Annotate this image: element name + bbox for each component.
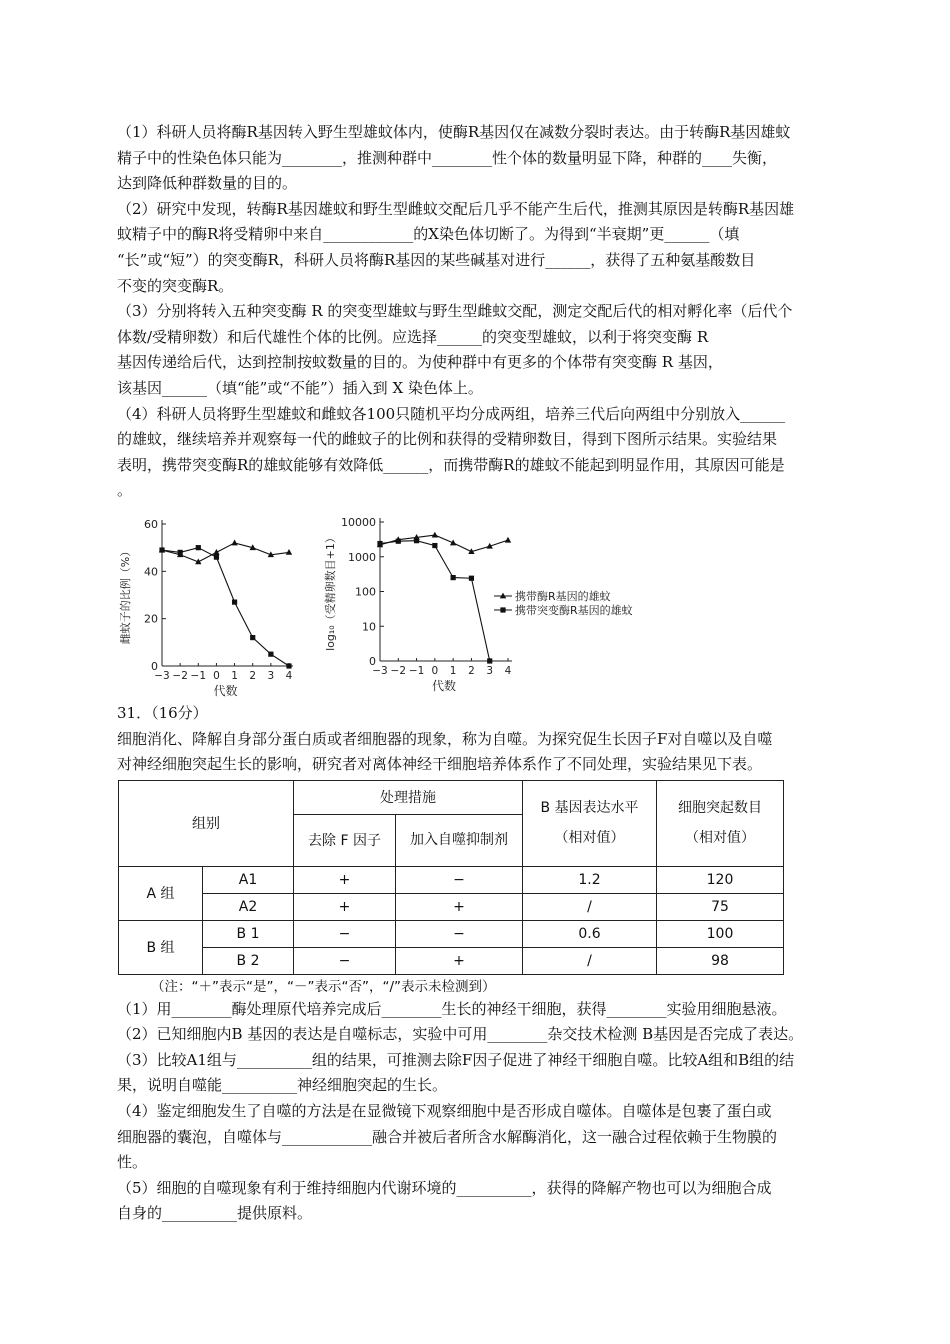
cell-neurite: 100 xyxy=(657,920,784,947)
female-ratio-chart xyxy=(117,512,317,697)
x-tick-label: −2 xyxy=(390,664,407,677)
q31-question-3 xyxy=(117,1048,847,1099)
x-tick-label: 1 xyxy=(231,669,238,682)
x-axis-label: 代数 xyxy=(431,678,457,693)
text-line: “长”或“短”）的突变酶R，科研人员将酶R基因的某些碱基对进行______，获得了五种氨基酸数目 xyxy=(117,250,756,269)
text-line: （1）科研人员将酶R基因转入野生型雄蚊体内，使酶R基因仅在减数分裂时表达。由于转酶R基因雄蚊 xyxy=(117,123,791,141)
text-line: （1）用________酶处理原代培养完成后________生长的神经干细胞，获得________实验用细胞悬液。 xyxy=(117,999,787,1018)
x-tick-label: 3 xyxy=(267,669,275,682)
text-line: （2）研究中发现，转酶R基因雄蚊和野生型雌蚊交配后几乎不能产生后代，推测其原因是转酶R基因雄 xyxy=(117,199,795,218)
cell-remove-f: + xyxy=(294,893,396,920)
cell-b-gene: / xyxy=(523,893,657,920)
square-marker xyxy=(487,658,492,663)
square-marker xyxy=(396,539,401,544)
text-line: （2）已知细胞内B 基因的表达是自噬标志，实验中可用________杂交技术检测 B基因是否完成了表达。 xyxy=(117,1025,804,1044)
cell-inhibitor: + xyxy=(396,947,523,974)
text-line: 基因传递给后代，达到控制按蚊数量的目的。为使种群中有更多的个体带有突变酶 R 基因， xyxy=(117,353,723,372)
q31-question-4 xyxy=(117,1099,847,1176)
x-tick-label: 1 xyxy=(449,664,457,677)
text-line: （4）鉴定细胞发生了自噬的方法是在显微镜下观察细胞中是否形成自噬体。自噬体是包裹了蛋白或 xyxy=(117,1102,772,1121)
q30-part2 xyxy=(117,197,847,299)
b-gene-header-line1: B 基因表达水平 xyxy=(540,800,639,817)
fertilized-eggs-chart xyxy=(322,512,882,697)
text-line: 的雄蚊，继续培养并观察每一代的雌蚊子的比例和获得的受精卵数目，得到下图所示结果。实验结果 xyxy=(117,430,778,449)
square-marker xyxy=(250,635,255,640)
x-tick-label: 0 xyxy=(431,664,439,677)
triangle-marker xyxy=(213,549,219,555)
legend-label: 携带突变酶R基因的雄蚊 xyxy=(515,603,633,617)
group-label: B 组 xyxy=(119,920,203,974)
q31-question-5 xyxy=(117,1176,847,1227)
cell-b-gene: 0.6 xyxy=(523,920,657,947)
x-axis-label: 代数 xyxy=(213,683,238,697)
text-line: 自身的__________提供原料。 xyxy=(117,1204,313,1223)
text-line: 不变的突变酶R。 xyxy=(117,276,234,295)
inhibitor-header: 加入自噬抑制剂 xyxy=(396,814,523,866)
x-tick-label: 3 xyxy=(486,664,494,677)
q31-heading xyxy=(117,701,847,727)
text-line: 性。 xyxy=(117,1153,148,1172)
neurite-header xyxy=(657,780,784,866)
square-marker xyxy=(414,538,419,543)
square-marker xyxy=(196,545,201,550)
b-gene-header xyxy=(523,780,657,866)
y-axis-label: log₁₀（受精卵数目+1） xyxy=(324,532,337,651)
row-id: B 1 xyxy=(203,920,294,947)
y-tick-label: 40 xyxy=(144,565,158,579)
square-marker xyxy=(214,554,219,559)
text-line: 对神经细胞突起生长的影响，研究者对离体神经干细胞培养体系作了不同处理，实验结果见下表。 xyxy=(117,755,763,774)
square-marker xyxy=(286,663,291,668)
text-line: 该基因______（填“能”或“不能”）插入到 X 染色体上。 xyxy=(117,378,483,397)
text-line: （4）科研人员将野生型雄蚊和雌蚊各100只随机平均分成两组，培养三代后向两组中分别放入______ xyxy=(117,404,786,423)
row-id: A1 xyxy=(203,866,294,893)
y-tick-label: 0 xyxy=(151,659,158,673)
cell-neurite: 120 xyxy=(657,866,784,893)
row-id: A2 xyxy=(203,893,294,920)
text-line: 果，说明自噬能__________神经细胞突起的生长。 xyxy=(117,1076,448,1095)
cell-inhibitor: + xyxy=(396,893,523,920)
cell-inhibitor: − xyxy=(396,866,523,893)
text-line: 体数/受精卵数）和后代雄性个体的比例。应选择______的突变型雄蚊，以利于将突变酶 R xyxy=(117,327,709,346)
y-tick-label: 1000 xyxy=(348,550,376,564)
table-note: （注：“＋”表示“是”，“－”表示“否”，“/”表示未检测到） xyxy=(151,978,496,995)
x-tick-label: 2 xyxy=(249,669,257,682)
x-tick-label: 4 xyxy=(285,669,293,682)
group-label: A 组 xyxy=(119,866,203,920)
square-marker xyxy=(377,541,382,546)
text-line: 表明，携带突变酶R的雄蚊能够有效降低______，而携带酶R的雄蚊不能起到明显作用，其原因可能是 xyxy=(117,455,785,474)
triangle-marker xyxy=(286,549,292,555)
results-table xyxy=(118,780,784,975)
y-axis-label: 雌蚊子的比例（%） xyxy=(119,545,132,645)
series-line xyxy=(380,541,490,661)
group-header: 组别 xyxy=(119,780,294,866)
triangle-marker xyxy=(432,532,438,538)
cell-b-gene: / xyxy=(523,947,657,974)
x-tick-label: −3 xyxy=(154,669,170,682)
question-number: 31．（16分） xyxy=(117,703,208,722)
cell-remove-f: + xyxy=(294,866,396,893)
x-tick-label: 0 xyxy=(213,669,220,682)
treatment-header: 处理措施 xyxy=(294,780,523,814)
text-line: 细胞消化、降解自身部分蛋白质或者细胞器的现象，称为自噬。为探究促生长因子F对自噬以及自噬 xyxy=(117,729,773,748)
triangle-marker xyxy=(231,539,237,545)
neurite-header-line2: （相对值） xyxy=(685,830,755,847)
text-line: （5）细胞的自噬现象有利于维持细胞内代谢环境的__________，获得的降解产物也可以为细胞合成 xyxy=(117,1178,772,1197)
cell-remove-f: − xyxy=(294,920,396,947)
y-tick-label: 100 xyxy=(355,585,376,599)
cell-remove-f: − xyxy=(294,947,396,974)
x-tick-label: −2 xyxy=(172,669,188,682)
square-marker xyxy=(432,543,437,548)
q31-question-1 xyxy=(117,997,847,1023)
x-tick-label: −1 xyxy=(408,664,425,677)
y-tick-label: 20 xyxy=(144,612,158,626)
x-tick-label: 2 xyxy=(468,664,475,677)
remove-f-header: 去除 F 因子 xyxy=(294,814,396,866)
y-tick-label: 0 xyxy=(369,654,376,668)
text-line: 达到降低种群数量的目的。 xyxy=(117,174,298,193)
text-line: 精子中的性染色体只能为________，推测种群中________性个体的数量明显下降，种群的____失衡， xyxy=(117,148,778,167)
x-tick-label: 4 xyxy=(504,664,512,677)
exam-page xyxy=(117,120,847,1227)
cell-b-gene: 1.2 xyxy=(523,866,657,893)
q31-question-2 xyxy=(117,1022,847,1048)
text-line: （3）比较A1组与__________组的结果，可推测去除F因子促进了神经干细胞自噬。比较A组和B组的结 xyxy=(117,1050,795,1069)
text-line: 细胞器的囊泡，自噬体与____________融合并被后者所含水解酶消化，这一融合过程依赖于生物膜的 xyxy=(117,1127,778,1146)
cell-neurite: 75 xyxy=(657,893,784,920)
square-marker xyxy=(178,550,183,555)
q30-part1 xyxy=(117,120,847,197)
cell-inhibitor: − xyxy=(396,920,523,947)
square-marker xyxy=(159,547,164,552)
row-id: B 2 xyxy=(203,947,294,974)
x-tick-label: −3 xyxy=(372,664,388,677)
square-marker xyxy=(500,607,505,612)
text-line: 。 xyxy=(117,481,133,500)
figure-charts xyxy=(117,512,847,697)
b-gene-header-line2: （相对值） xyxy=(554,830,625,847)
q31-intro xyxy=(117,727,847,778)
square-marker xyxy=(469,576,474,581)
y-tick-label: 10 xyxy=(362,620,376,634)
square-marker xyxy=(268,651,273,656)
text-line: （3）分别将转入五种突变酶 R 的突变型雄蚊与野生型雌蚊交配，测定交配后代的相对孵化率（后代个 xyxy=(117,302,793,321)
square-marker xyxy=(232,599,237,604)
q30-part3 xyxy=(117,299,847,401)
y-tick-label: 10000 xyxy=(341,515,376,529)
y-tick-label: 60 xyxy=(144,517,158,531)
neurite-header-line1: 细胞突起数目 xyxy=(678,800,762,817)
triangle-marker xyxy=(505,537,511,543)
cell-neurite: 98 xyxy=(657,947,784,974)
text-line: 蚊精子中的酶R将受精卵中来自____________的X染色体切断了。为得到“半衰期”更______（填 xyxy=(117,225,740,244)
square-marker xyxy=(451,575,456,580)
q30-part4 xyxy=(117,402,847,504)
legend-label: 携带酶R基因的雄蚊 xyxy=(515,589,611,603)
series-line xyxy=(162,548,289,666)
x-tick-label: −1 xyxy=(190,669,207,682)
